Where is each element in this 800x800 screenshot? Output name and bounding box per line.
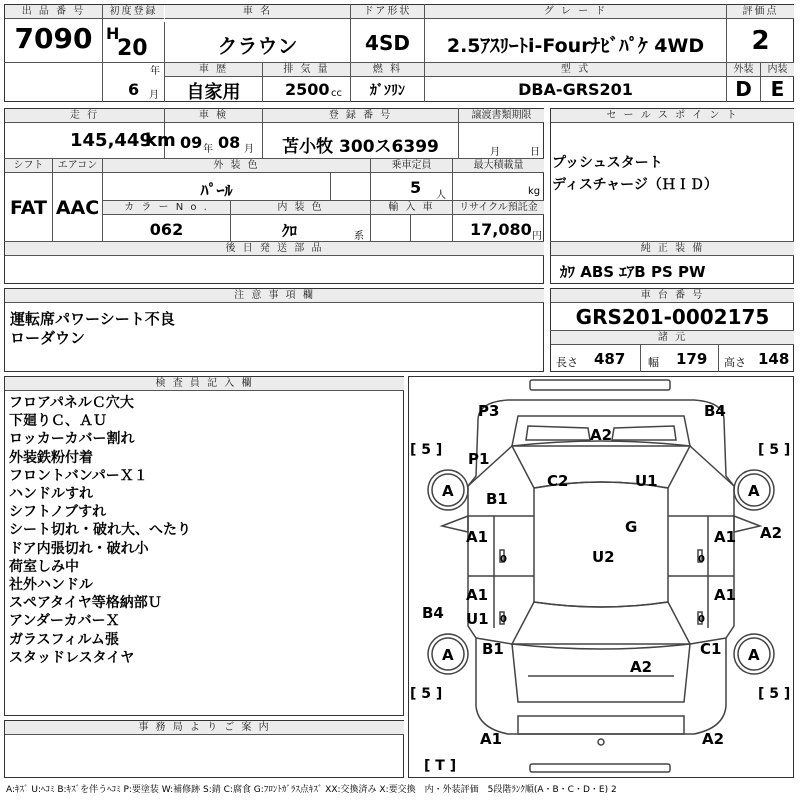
handle-mark: 0 [500,554,507,565]
year-unit: 年 [150,66,160,77]
sales-point-2: ディスチャージ（ＨＩＤ） [552,177,718,193]
history-label: 車 歴 [165,63,262,77]
ac-label: エアコン [53,159,102,173]
note-line: ドア内張切れ・破れ小 [9,540,149,557]
sales-point-label: セ ー ル ス ポ イ ン ト [551,109,794,123]
plate-label: 登 録 番 号 [263,109,458,123]
displacement-label: 排 気 量 [263,63,350,77]
height: 148 [758,350,790,368]
color-label: 外 装 色 [103,159,370,173]
plate-number: 苫小牧 300ス6399 [282,137,439,157]
chassis-number: GRS201-0002175 [575,305,770,329]
note-line: スペアタイヤ等格納部Ｕ [9,595,162,612]
mark-p3: P3 [478,402,500,420]
body-color: ﾊﾟｰﾙ [200,181,233,200]
caution-line-2: ローダウン [10,329,86,347]
length: 487 [594,350,626,368]
displacement: 2500 [285,80,330,99]
tread-rear-right: [ 5 ] [758,686,791,702]
color-no-label: カ ラ ー N o . [103,201,230,215]
inspection-year-unit: 年 [203,144,213,155]
width-label: 幅 [648,356,659,369]
interior-color-unit: 系 [354,231,364,242]
note-line: フロントバンパーＸ１ [9,467,148,484]
score-label: 評価点 [727,5,794,19]
handle-mark: 0 [698,554,705,565]
inspection-label: 車 検 [165,109,262,123]
mark-a2-trunk: A2 [630,658,653,676]
seats: 5 [410,178,422,197]
tire-rear-left: A [442,646,454,664]
fuel: ｶﾞｿﾘﾝ [370,83,405,99]
sales-point-1: プッシュスタート [552,155,663,171]
note-line: ハンドルすれ [9,486,93,503]
note-line: 外装鉄粉付着 [9,449,93,466]
mark-b1-left-rear: B1 [482,640,504,658]
lot-label: 出 品 番 号 [5,5,102,19]
seats-label: 乗車定員 [371,159,452,173]
interior-color-label: 内 装 色 [231,201,370,215]
mark-a2-hood: A2 [590,426,613,444]
history: 自家用 [186,82,241,103]
mark-p1: P1 [468,450,490,468]
mark-c1: C1 [700,640,722,658]
inspector-notes [9,394,191,667]
note-line: シフトノブすれ [9,504,107,521]
mark-a1-rear-left: A1 [480,730,503,748]
mark-a2-rear-right: A2 [702,730,725,748]
lot-number: 7090 [14,22,93,55]
car-name-label: 車 名 [165,5,350,19]
caution-label: 注 意 事 項 欄 [5,289,544,303]
spare-tire: [ T ] [424,758,457,774]
exterior-label: 外装 [727,63,760,77]
mark-a2-right: A2 [760,524,783,542]
width: 179 [676,350,708,368]
interior-color: ｸﾛ [282,222,298,240]
tire-front-left: A [442,482,454,500]
mark-b4-front-right: B4 [704,402,726,420]
mark-a1-left-rear-door: A1 [466,586,489,604]
mark-a1-left-front-door: A1 [466,528,489,546]
mark-g: G [625,518,638,536]
load-unit: kg [528,186,541,197]
mileage-label: 走 行 [5,109,164,123]
legend: A:ｷｽﾞ U:ﾍｺﾐ B:ｷｽﾞを伴うﾍｺﾐ P:要塗装 W:補修跡 S:錆 C:腐食 G:ﾌﾛﾝﾄｶﾞﾗｽ点ｷｽﾞ XX:交換済み X:要交換 内・外装評価 5段階ﾗﾝｸ順(A・B・C・D・E) 2 [6,785,617,795]
equipment-label: 純 正 装 備 [551,242,794,256]
tire-front-right: A [748,482,760,500]
import-label: 輸 入 車 [371,201,452,215]
model-label: 型 式 [425,63,726,77]
dimensions-label: 諸 元 [551,331,794,345]
inspection-month-unit: 月 [244,144,254,155]
recycle-unit: 円 [532,231,542,242]
cc-unit: cc [331,88,342,99]
note-line: アンダーカバーＸ [9,613,120,630]
door-label: ドア形状 [351,5,424,19]
interior-label: 内装 [761,63,794,77]
chassis-label: 車 台 番 号 [551,289,794,303]
fuel-label: 燃 料 [351,63,424,77]
grade: 2.5ｱｽﾘｰﾄi-Fourﾅﾋﾞﾊﾟｹ 4WD [446,35,705,57]
mark-a1-right-rear-door: A1 [714,586,737,604]
recycle-label: リサイクル預託金 [453,201,544,215]
tire-rear-right: A [748,646,760,664]
note-line: シート切れ・破れ大、へたり [9,522,191,539]
grade-label: グ レ ー ド [425,5,726,19]
transfer-label: 譲渡書類期限 [459,109,544,123]
equipment: ｶﾜ ABS ｴｱB PS PW [560,263,706,281]
seats-unit: 人 [436,190,446,201]
mileage: 145,449 [70,130,152,151]
model-code: DBA-GRS201 [518,80,633,99]
month-unit: 月 [149,90,159,101]
reg-year: 20 [117,36,148,61]
color-number: 062 [149,220,184,239]
handle-mark: 0 [698,614,705,625]
note-line: ガラスフィルム張 [9,631,119,648]
mark-u1-left: U1 [466,610,489,628]
car-name: クラウン [217,34,298,58]
note-line: 荷室しみ中 [9,558,79,575]
inspection-month: 08 [218,133,241,152]
era: H [106,24,120,43]
mark-b4-left: B4 [422,604,444,622]
length-label: 長さ [556,356,578,369]
mark-a1-right-front-door: A1 [714,528,737,546]
exterior-grade: D [735,77,752,101]
note-line: 社外ハンドル [9,577,93,594]
transfer-month: 月 [490,147,500,158]
transfer-day: 日 [530,147,540,158]
sales-point-box [550,108,794,284]
score: 2 [751,26,770,56]
reg-month: 6 [128,80,140,99]
note-line: ロッカーカバー割れ [9,431,135,448]
interior-grade: E [770,77,785,101]
caution-line-1: 運転席パワーシート不良 [10,310,175,328]
inspector-label: 検 査 員 記 入 欄 [5,377,404,391]
note-line: スタッドレスタイヤ [9,649,135,666]
tread-rear-left: [ 5 ] [410,686,443,702]
note-line: フロアパネルＣ穴大 [9,395,134,411]
shift: FAT [10,197,47,219]
car-damage-diagram [408,376,794,778]
first-reg-label: 初度登録 [103,5,164,19]
air-conditioning: AAC [55,197,100,219]
tread-front-left: [ 5 ] [410,442,443,458]
door-type: 4SD [365,31,410,55]
load-label: 最大積載量 [453,159,544,173]
mark-u2: U2 [592,548,615,566]
tread-front-right: [ 5 ] [758,442,791,458]
mark-b1-front-left: B1 [486,490,508,508]
km-unit: km [145,130,176,151]
height-label: 高さ [724,356,746,369]
note-line: 下廻りＣ、ＡＵ [9,413,107,430]
mark-c2: C2 [547,472,569,490]
recycle-fee: 17,080 [470,220,532,239]
inspection-year: 09 [180,133,203,152]
later-parts-label: 後 日 発 送 部 品 [5,242,544,256]
handle-mark: 0 [500,614,507,625]
shift-label: シフト [5,159,52,173]
office-label: 事 務 局 よ り ご 案 内 [5,721,404,735]
mark-u1-roof: U1 [635,472,658,490]
